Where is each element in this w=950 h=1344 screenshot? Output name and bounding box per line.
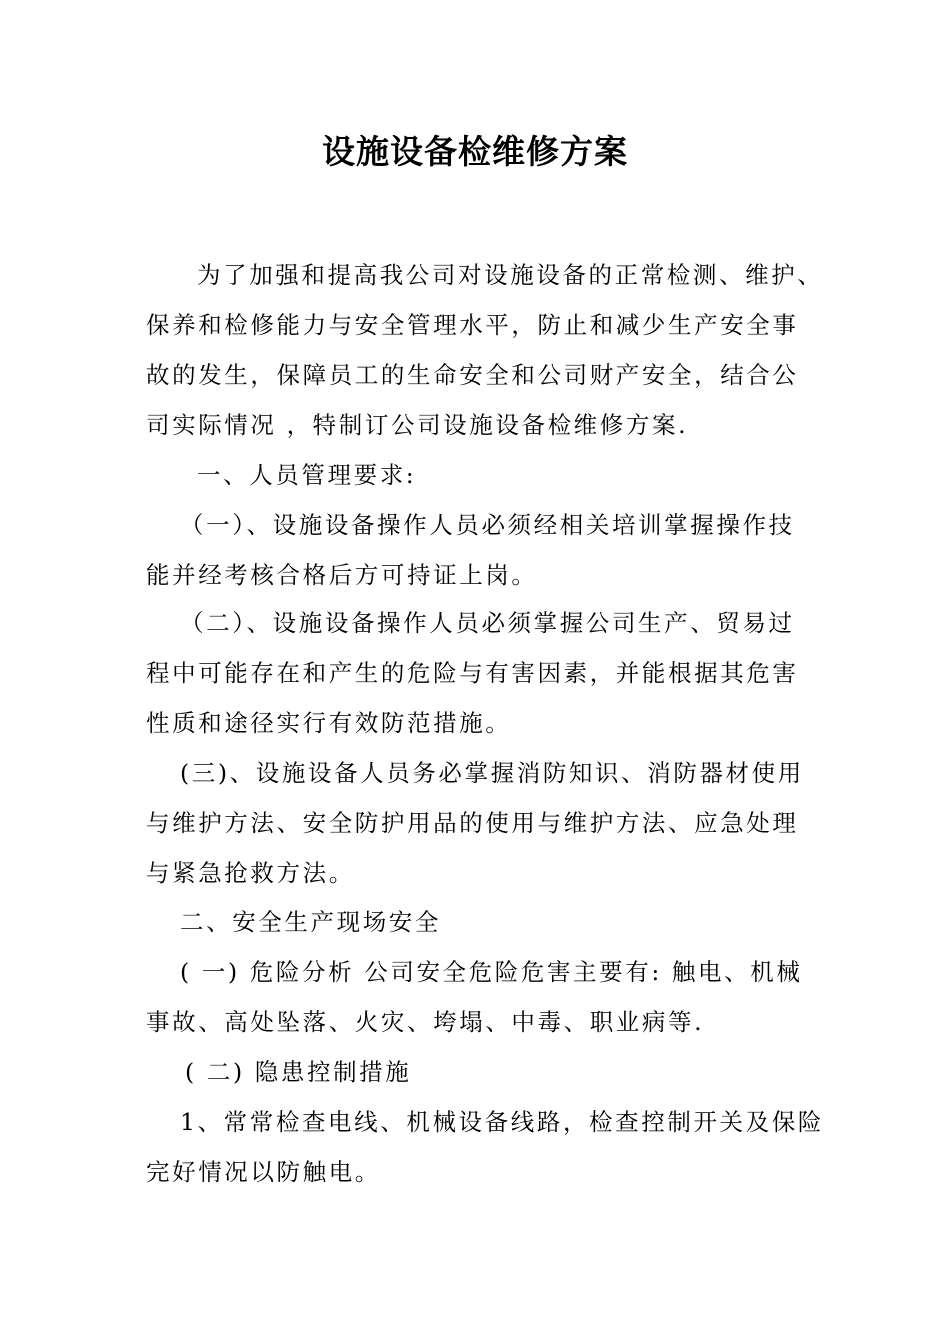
paragraph-line: 1、常常检查电线、机械设备线路，检查控制开关及保险 (180, 1108, 824, 1136)
document-title: 设施设备检维修方案 (322, 132, 628, 171)
paragraph-line: (三)、设施设备人员务必掌握消防知识、消防器材使用 (180, 759, 804, 787)
section-heading: 一、人员管理要求: (197, 461, 417, 489)
paragraph-line: ( 一) 危险分析 公司安全危险危害主要有: 触电、机械 (180, 958, 803, 986)
paragraph-line: 与维护方法、安全防护用品的使用与维护方法、应急处理 (146, 809, 799, 837)
paragraph-line: 保养和检修能力与安全管理水平，防止和减少生产安全事 (146, 311, 799, 339)
paragraph-line: 性质和途径实行有效防范措施。 (146, 709, 512, 737)
section-heading: 二、安全生产现场安全 (180, 908, 441, 936)
paragraph-line: 程中可能存在和产生的危险与有害因素，并能根据其危害 (146, 659, 799, 687)
paragraph-line: 故的发生，保障员工的生命安全和公司财产安全，结合公 (146, 361, 799, 389)
paragraph-line: 完好情况以防触电。 (146, 1158, 381, 1186)
paragraph-line: 与紧急抢救方法。 (146, 859, 355, 887)
subsection-heading: ( 二) 隐患控制措施 (185, 1058, 412, 1086)
paragraph-line: 司实际情况 ，特制订公司设施设备检维修方案. (146, 411, 689, 439)
paragraph-line: （一）、设施设备操作人员必须经相关培训掌握操作技 (180, 511, 795, 539)
paragraph-line: （二）、设施设备操作人员必须掌握公司生产、贸易过 (180, 609, 795, 637)
paragraph-line: 为了加强和提高我公司对设施设备的正常检测、维护、 (197, 261, 824, 289)
paragraph-line: 事故、高处坠落、火灾、垮塌、中毒、职业病等. (146, 1008, 705, 1036)
paragraph-line: 能并经考核合格后方可持证上岗。 (146, 561, 538, 589)
